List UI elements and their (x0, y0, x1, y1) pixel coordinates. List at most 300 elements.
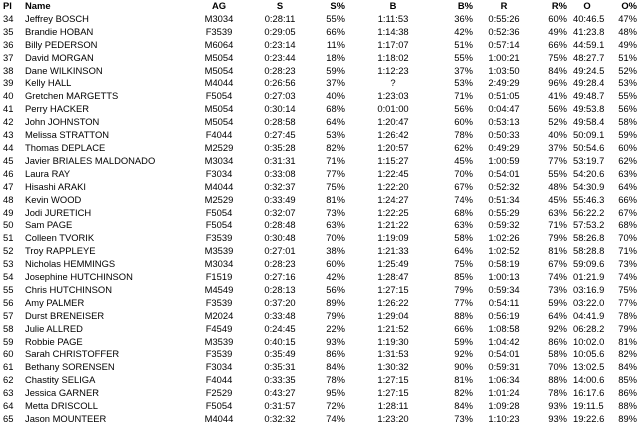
cell-place: 52 (3, 245, 14, 257)
cell-place: 64 (3, 400, 14, 412)
cell-swim-time: 0:27:45 (264, 129, 296, 141)
cell-place: 34 (3, 12, 14, 24)
cell-name: Perry HACKER (25, 103, 90, 115)
cell-name: Sarah CHRISTOFFER (25, 348, 120, 360)
cell-overall-percentile: 85% (618, 374, 637, 386)
cell-age-group: M5054 (204, 64, 234, 76)
cell-overall-time: 16:17.6 (573, 387, 604, 399)
cell-swim-percentile: 95% (326, 387, 345, 399)
cell-name: Kevin WOOD (25, 193, 82, 205)
cell-age-group: M3034 (204, 258, 234, 270)
table-row (0, 77, 640, 90)
cell-bike-percentile: 77% (454, 296, 473, 308)
table-row (0, 374, 640, 387)
cell-run-time: 1:02:52 (488, 245, 520, 257)
cell-run-time: 0:52:36 (488, 25, 520, 37)
cell-place: 41 (3, 103, 14, 115)
header-overall-time: O (583, 0, 591, 11)
cell-age-group: M5054 (204, 51, 234, 63)
cell-swim-percentile: 38% (326, 245, 345, 257)
cell-run-percentile: 58% (548, 348, 567, 360)
cell-swim-time: 0:29:05 (264, 25, 296, 37)
cell-swim-percentile: 84% (326, 361, 345, 373)
cell-bike-percentile: 63% (454, 219, 473, 231)
cell-name: Jodi JURETICH (25, 206, 92, 218)
cell-run-percentile: 56% (548, 103, 567, 115)
cell-swim-time: 0:33:35 (264, 374, 296, 386)
cell-place: 54 (3, 271, 14, 283)
cell-name: Bethany SORENSEN (25, 361, 115, 373)
cell-run-time: 0:55:26 (488, 12, 520, 24)
cell-bike-time: 1:23:20 (377, 413, 409, 424)
cell-swim-percentile: 75% (326, 180, 345, 192)
cell-overall-percentile: 56% (618, 103, 637, 115)
cell-name: Sam PAGE (25, 219, 73, 231)
cell-overall-percentile: 75% (618, 283, 637, 295)
cell-swim-percentile: 86% (326, 348, 345, 360)
cell-age-group: F5054 (205, 219, 233, 231)
cell-run-percentile: 74% (548, 271, 567, 283)
cell-run-percentile: 93% (548, 413, 567, 424)
cell-age-group: F4549 (205, 322, 233, 334)
cell-age-group: M5054 (204, 103, 234, 115)
cell-overall-percentile: 51% (618, 51, 637, 63)
cell-run-time: 1:00:13 (488, 271, 520, 283)
cell-overall-time: 10:05.6 (573, 348, 604, 360)
cell-run-time: 0:49:29 (488, 141, 520, 153)
cell-bike-percentile: 88% (454, 309, 473, 321)
cell-overall-time: 50:09.1 (573, 129, 604, 141)
cell-run-percentile: 86% (548, 335, 567, 347)
cell-run-time: 1:09:28 (488, 400, 520, 412)
cell-overall-time: 10:02.0 (573, 335, 604, 347)
cell-run-time: 1:00:59 (488, 154, 520, 166)
table-row (0, 65, 640, 78)
cell-swim-percentile: 89% (326, 296, 345, 308)
table-row (0, 52, 640, 65)
cell-age-group: M2529 (204, 193, 234, 205)
cell-age-group: M4549 (204, 283, 234, 295)
header-run-time: R (500, 0, 508, 11)
cell-name: Chris HUTCHINSON (25, 283, 112, 295)
table-body (0, 13, 640, 426)
cell-run-time: 0:56:19 (488, 309, 520, 321)
cell-run-percentile: 78% (548, 387, 567, 399)
cell-run-percentile: 41% (548, 90, 567, 102)
cell-overall-percentile: 53% (618, 77, 637, 89)
cell-place: 65 (3, 413, 14, 424)
table-row (0, 297, 640, 310)
cell-bike-time: 1:18:02 (377, 51, 409, 63)
cell-swim-time: 0:32:37 (264, 180, 296, 192)
cell-bike-time: 1:25:49 (377, 258, 409, 270)
cell-age-group: M5054 (204, 116, 234, 128)
header-run-percentile: R% (551, 0, 567, 11)
cell-bike-percentile: 82% (454, 387, 473, 399)
cell-bike-time: 1:27:15 (377, 387, 409, 399)
cell-overall-percentile: 62% (618, 154, 637, 166)
cell-run-percentile: 77% (548, 154, 567, 166)
cell-swim-time: 0:30:14 (264, 103, 296, 115)
cell-bike-time: 1:21:33 (377, 245, 409, 257)
cell-swim-percentile: 63% (326, 219, 345, 231)
cell-bike-time: 1:19:30 (377, 335, 409, 347)
cell-swim-time: 0:28:13 (264, 283, 296, 295)
cell-name: Amy PALMER (25, 296, 85, 308)
cell-swim-time: 0:30:48 (264, 232, 296, 244)
table-row (0, 232, 640, 245)
cell-swim-time: 0:31:31 (264, 154, 296, 166)
cell-bike-time: 1:29:04 (377, 309, 409, 321)
cell-run-percentile: 88% (548, 374, 567, 386)
cell-swim-percentile: 70% (326, 232, 345, 244)
cell-bike-time: 1:20:47 (377, 116, 409, 128)
cell-overall-percentile: 60% (618, 141, 637, 153)
table-row (0, 155, 640, 168)
cell-overall-time: 56:22.2 (573, 206, 604, 218)
cell-swim-percentile: 18% (326, 51, 345, 63)
table-row (0, 26, 640, 39)
cell-age-group: F4044 (205, 374, 233, 386)
cell-name: Jeffrey BOSCH (25, 12, 89, 24)
cell-place: 57 (3, 309, 14, 321)
cell-place: 42 (3, 116, 14, 128)
cell-swim-time: 0:28:48 (264, 219, 296, 231)
header-place: Pl (3, 0, 12, 11)
cell-name: Javier BRIALES MALDONADO (25, 154, 156, 166)
cell-run-time: 0:54:11 (488, 296, 520, 308)
cell-age-group: F3034 (205, 167, 233, 179)
cell-swim-percentile: 72% (326, 400, 345, 412)
cell-bike-time: 1:21:52 (377, 322, 409, 334)
cell-overall-percentile: 71% (618, 245, 637, 257)
cell-overall-time: 55:46.3 (573, 193, 604, 205)
cell-run-percentile: 67% (548, 258, 567, 270)
cell-bike-time: 1:14:38 (377, 25, 409, 37)
cell-bike-percentile: 66% (454, 322, 473, 334)
cell-overall-time: 14:00.6 (573, 374, 604, 386)
cell-name: Chastity SELIGA (25, 374, 96, 386)
cell-bike-percentile: 85% (454, 271, 473, 283)
table-row (0, 194, 640, 207)
cell-name: Nicholas HEMMINGS (25, 258, 116, 270)
header-age-group: AG (211, 0, 227, 11)
cell-place: 39 (3, 77, 14, 89)
cell-swim-percentile: 82% (326, 141, 345, 153)
cell-bike-percentile: 56% (454, 103, 473, 115)
cell-place: 40 (3, 90, 14, 102)
table-row (0, 142, 640, 155)
cell-name: Robbie PAGE (25, 335, 83, 347)
cell-bike-time: 1:27:15 (377, 374, 409, 386)
cell-run-percentile: 93% (548, 400, 567, 412)
cell-bike-time: 1:21:22 (377, 219, 409, 231)
cell-run-time: 0:59:32 (488, 219, 520, 231)
cell-run-time: 0:55:29 (488, 206, 520, 218)
cell-overall-time: 44:59.1 (573, 38, 604, 50)
cell-age-group: F3539 (205, 348, 233, 360)
cell-swim-percentile: 37% (326, 77, 345, 89)
cell-swim-percentile: 81% (326, 193, 345, 205)
cell-run-percentile: 37% (548, 141, 567, 153)
cell-run-time: 0:54:01 (488, 348, 520, 360)
cell-age-group: M3034 (204, 12, 234, 24)
cell-overall-percentile: 86% (618, 387, 637, 399)
cell-overall-percentile: 78% (618, 309, 637, 321)
cell-overall-time: 54:30.9 (573, 180, 604, 192)
cell-overall-percentile: 49% (618, 38, 637, 50)
cell-overall-time: 19:22.6 (573, 413, 604, 424)
cell-swim-time: 0:26:56 (264, 77, 296, 89)
cell-run-percentile: 79% (548, 232, 567, 244)
cell-place: 62 (3, 374, 14, 386)
cell-overall-time: 49:28.4 (573, 77, 604, 89)
cell-run-time: 0:52:32 (488, 180, 520, 192)
cell-age-group: M3539 (204, 245, 234, 257)
cell-bike-percentile: 67% (454, 180, 473, 192)
cell-bike-time: 1:22:25 (377, 206, 409, 218)
cell-swim-time: 0:35:31 (264, 361, 296, 373)
cell-name: John JOHNSTON (25, 116, 100, 128)
cell-overall-time: 49:48.7 (573, 90, 604, 102)
cell-run-time: 0:04:47 (488, 103, 520, 115)
cell-place: 38 (3, 64, 14, 76)
cell-swim-percentile: 73% (326, 206, 345, 218)
table-row (0, 39, 640, 52)
cell-bike-percentile: 64% (454, 245, 473, 257)
cell-overall-percentile: 66% (618, 193, 637, 205)
cell-name: Kelly HALL (25, 77, 72, 89)
cell-run-percentile: 84% (548, 64, 567, 76)
cell-place: 45 (3, 154, 14, 166)
cell-overall-time: 58:28.8 (573, 245, 604, 257)
cell-overall-percentile: 67% (618, 206, 637, 218)
cell-run-percentile: 49% (548, 25, 567, 37)
cell-swim-percentile: 66% (326, 25, 345, 37)
cell-bike-time: 1:24:27 (377, 193, 409, 205)
cell-run-time: 0:50:33 (488, 129, 520, 141)
table-row (0, 181, 640, 194)
cell-overall-percentile: 58% (618, 116, 637, 128)
cell-swim-time: 0:37:20 (264, 296, 296, 308)
cell-run-time: 1:03:50 (488, 64, 520, 76)
cell-overall-time: 58:26.8 (573, 232, 604, 244)
cell-overall-time: 50:54.6 (573, 141, 604, 153)
cell-bike-percentile: 37% (454, 64, 473, 76)
table-row (0, 284, 640, 297)
cell-run-time: 1:08:58 (488, 322, 520, 334)
cell-age-group: M3034 (204, 154, 234, 166)
cell-bike-percentile: 36% (454, 12, 473, 24)
cell-place: 61 (3, 361, 14, 373)
cell-swim-time: 0:28:23 (264, 258, 296, 270)
cell-swim-percentile: 77% (326, 167, 345, 179)
cell-name: Troy RAPPLEYE (25, 245, 96, 257)
cell-age-group: M6064 (204, 38, 234, 50)
cell-bike-percentile: 60% (454, 116, 473, 128)
cell-bike-time: 1:28:47 (377, 271, 409, 283)
cell-run-percentile: 59% (548, 296, 567, 308)
cell-swim-time: 0:33:08 (264, 167, 296, 179)
cell-place: 51 (3, 232, 14, 244)
cell-bike-time: 1:31:53 (377, 348, 409, 360)
cell-swim-time: 0:27:16 (264, 271, 296, 283)
cell-swim-time: 0:33:49 (264, 193, 296, 205)
cell-overall-percentile: 81% (618, 335, 637, 347)
cell-run-time: 1:10:23 (488, 413, 520, 424)
cell-place: 58 (3, 322, 14, 334)
cell-bike-percentile: 74% (454, 193, 473, 205)
cell-run-time: 1:01:24 (488, 387, 520, 399)
cell-run-time: 1:04:42 (488, 335, 520, 347)
cell-place: 63 (3, 387, 14, 399)
cell-name: Thomas DEPLACE (25, 141, 106, 153)
cell-name: Julie ALLRED (25, 322, 83, 334)
cell-swim-percentile: 74% (326, 413, 345, 424)
cell-name: Metta DRISCOLL (25, 400, 98, 412)
cell-bike-time: 1:26:22 (377, 296, 409, 308)
cell-swim-time: 0:43:27 (264, 387, 296, 399)
cell-swim-percentile: 22% (326, 322, 345, 334)
cell-swim-time: 0:31:57 (264, 400, 296, 412)
table-row (0, 168, 640, 181)
table-row (0, 336, 640, 349)
cell-overall-time: 49:58.4 (573, 116, 604, 128)
cell-overall-percentile: 64% (618, 180, 637, 192)
table-row (0, 400, 640, 413)
cell-bike-percentile: 58% (454, 232, 473, 244)
cell-run-time: 0:51:34 (488, 193, 520, 205)
cell-swim-percentile: 93% (326, 335, 345, 347)
cell-age-group: F3539 (205, 232, 233, 244)
cell-swim-time: 0:27:03 (264, 90, 296, 102)
cell-overall-percentile: 82% (618, 348, 637, 360)
cell-bike-time: 1:28:11 (377, 400, 409, 412)
cell-bike-time: 1:27:15 (377, 283, 409, 295)
cell-swim-time: 0:33:48 (264, 309, 296, 321)
cell-run-time: 0:58:19 (488, 258, 520, 270)
cell-name: Dane WILKINSON (25, 64, 103, 76)
cell-swim-percentile: 40% (326, 90, 345, 102)
cell-place: 60 (3, 348, 14, 360)
cell-overall-time: 40:46.5 (573, 12, 604, 24)
cell-bike-time: ? (390, 77, 396, 89)
cell-swim-time: 0:28:11 (264, 12, 296, 24)
table-row (0, 129, 640, 142)
cell-name: Brandie HOBAN (25, 25, 94, 37)
cell-run-percentile: 66% (548, 38, 567, 50)
table-row (0, 13, 640, 26)
cell-bike-percentile: 92% (454, 348, 473, 360)
table-row (0, 258, 640, 271)
cell-place: 46 (3, 167, 14, 179)
cell-run-percentile: 75% (548, 51, 567, 63)
cell-place: 55 (3, 283, 14, 295)
cell-place: 50 (3, 219, 14, 231)
cell-place: 53 (3, 258, 14, 270)
table-row (0, 413, 640, 426)
cell-bike-percentile: 90% (454, 361, 473, 373)
cell-run-time: 0:54:01 (488, 167, 520, 179)
cell-bike-percentile: 55% (454, 51, 473, 63)
cell-bike-percentile: 81% (454, 374, 473, 386)
cell-run-percentile: 63% (548, 206, 567, 218)
header-bike-time: B (389, 0, 397, 11)
cell-bike-percentile: 73% (454, 413, 473, 424)
cell-swim-time: 0:35:49 (264, 348, 296, 360)
cell-overall-time: 53:19.7 (573, 154, 604, 166)
cell-overall-percentile: 73% (618, 258, 637, 270)
cell-bike-percentile: 45% (454, 154, 473, 166)
cell-overall-percentile: 63% (618, 167, 637, 179)
cell-swim-percentile: 55% (326, 12, 345, 24)
cell-overall-percentile: 55% (618, 90, 637, 102)
cell-age-group: F3539 (205, 25, 233, 37)
cell-bike-percentile: 53% (454, 77, 473, 89)
cell-overall-percentile: 88% (618, 400, 637, 412)
cell-age-group: F5054 (205, 90, 233, 102)
header-swim-percentile: S% (330, 0, 345, 11)
cell-place: 35 (3, 25, 14, 37)
cell-swim-time: 0:23:44 (264, 51, 296, 63)
table-row (0, 90, 640, 103)
cell-overall-time: 49:24.5 (573, 64, 604, 76)
cell-name: Josephine HUTCHINSON (25, 271, 133, 283)
cell-place: 56 (3, 296, 14, 308)
cell-bike-percentile: 42% (454, 25, 473, 37)
cell-run-percentile: 45% (548, 193, 567, 205)
cell-overall-time: 13:02.5 (573, 361, 604, 373)
cell-overall-time: 04:41.9 (573, 309, 604, 321)
cell-bike-time: 1:30:32 (377, 361, 409, 373)
cell-swim-time: 0:23:14 (264, 38, 296, 50)
cell-bike-percentile: 71% (454, 90, 473, 102)
cell-run-time: 1:06:34 (488, 374, 520, 386)
cell-bike-percentile: 62% (454, 141, 473, 153)
cell-name: Jessica GARNER (25, 387, 99, 399)
table-row (0, 116, 640, 129)
cell-bike-time: 1:12:23 (377, 64, 409, 76)
cell-place: 47 (3, 180, 14, 192)
cell-overall-time: 03:16.9 (573, 283, 604, 295)
cell-bike-time: 0:01:00 (377, 103, 409, 115)
table-row (0, 387, 640, 400)
cell-place: 36 (3, 38, 14, 50)
cell-bike-time: 1:26:42 (377, 129, 409, 141)
header-swim-time: S (276, 0, 284, 11)
cell-overall-time: 01:21.9 (573, 271, 604, 283)
cell-swim-percentile: 68% (326, 103, 345, 115)
cell-age-group: M2529 (204, 141, 234, 153)
cell-run-time: 0:59:34 (488, 283, 520, 295)
cell-bike-time: 1:23:03 (377, 90, 409, 102)
cell-swim-time: 0:28:58 (264, 116, 296, 128)
table-row (0, 361, 640, 374)
cell-overall-time: 49:53.8 (573, 103, 604, 115)
cell-name: Durst BRENEISER (25, 309, 105, 321)
cell-name: Melissa STRATTON (25, 129, 110, 141)
cell-age-group: M3539 (204, 335, 234, 347)
cell-run-percentile: 92% (548, 322, 567, 334)
table-row (0, 271, 640, 284)
cell-overall-percentile: 68% (618, 219, 637, 231)
cell-overall-percentile: 77% (618, 296, 637, 308)
cell-bike-time: 1:19:09 (377, 232, 409, 244)
cell-overall-time: 19:11.5 (573, 400, 604, 412)
cell-overall-time: 54:20.6 (573, 167, 604, 179)
cell-name: David MORGAN (25, 51, 94, 63)
cell-age-group: F5054 (205, 400, 233, 412)
